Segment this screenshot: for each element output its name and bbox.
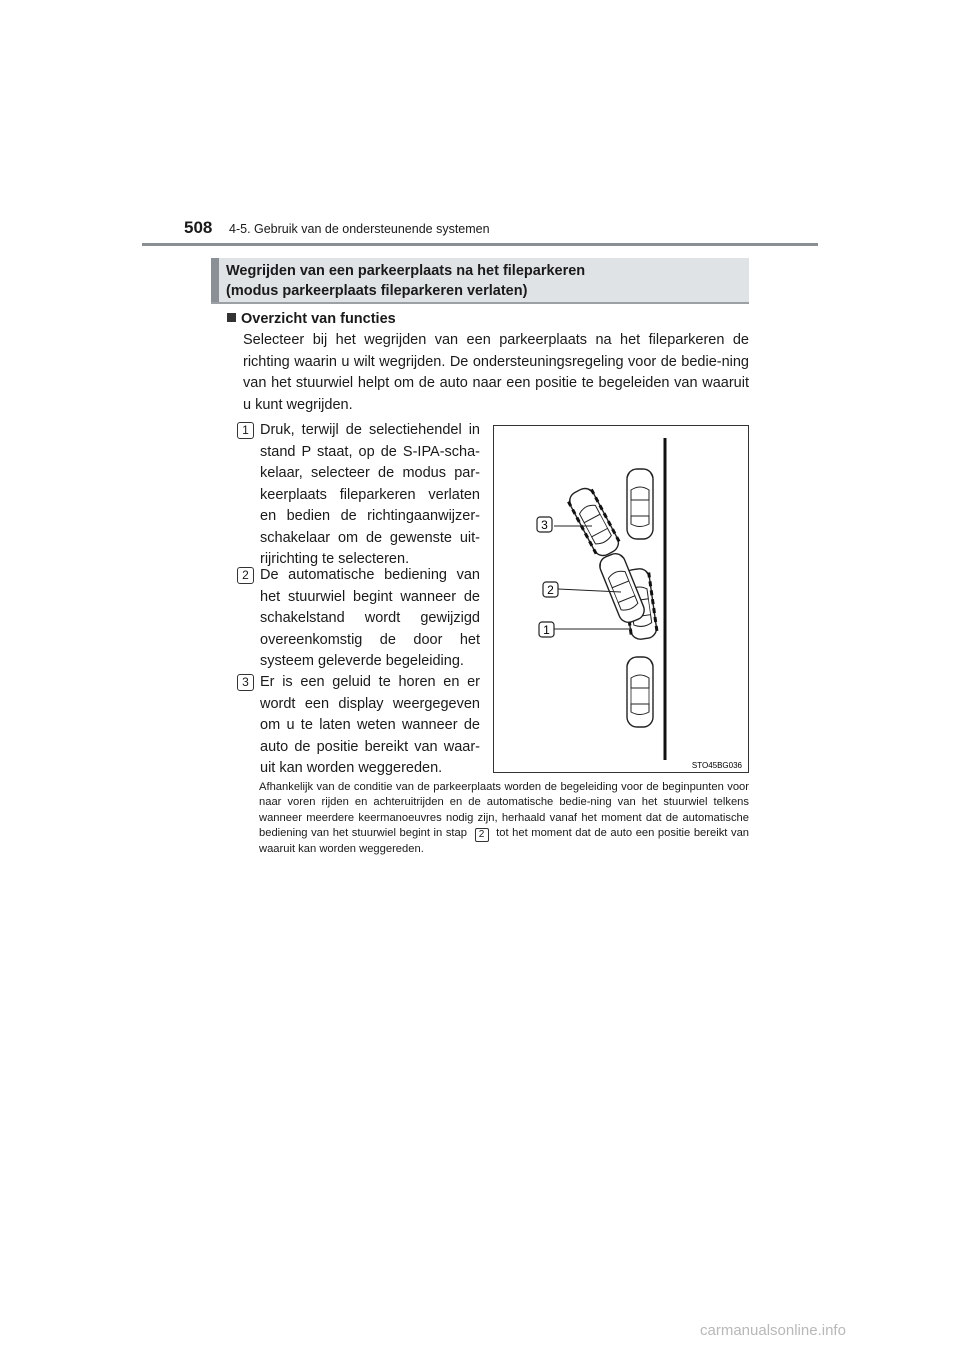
parking-diagram	[494, 426, 750, 774]
sub-heading-text: Overzicht van functies	[241, 311, 396, 327]
intro-paragraph: Selecteer bij het wegrijden van een parkeerplaats na het fileparkeren de richting waarin u wilt wegrijden. De ondersteuningsregeling voor de bedie-ning van het stuurwiel helpt om de auto naar een positie te begeleiden van waaruit u kunt wegrijden.	[243, 332, 749, 413]
step-text: De automatische bediening van het stuurwiel begint wanneer de schakelstand wordt gewijzigd overeenkomstig de door het systeem geleverde begeleiding.	[260, 567, 480, 669]
header-rule	[142, 243, 818, 246]
section-box	[211, 258, 749, 304]
parking-illustration	[493, 425, 749, 773]
parked-car-rear	[627, 657, 653, 727]
section-title-line1: Wegrijden van een parkeerplaats na het fileparkeren	[226, 263, 586, 279]
running-head: 4-5. Gebruik van de ondersteunende systemen	[229, 222, 490, 236]
car-position-3	[566, 485, 622, 559]
step-number-badge: 1	[237, 422, 254, 439]
section-title-line2: (modus parkeerplaats fileparkeren verlaten)	[226, 283, 528, 299]
step-1	[237, 420, 480, 571]
square-bullet-icon	[227, 313, 236, 322]
step-3	[237, 672, 480, 780]
callout-2-label: 2	[547, 583, 554, 597]
note-step-ref-badge: 2	[475, 828, 489, 842]
step-text: Druk, terwijl de selectiehendel in stand P staat, op de S-IPA-scha-kelaar, selecteer de modus par-keerplaats fileparkeren verlaten en bedien de richtingaanwijzer-schakelaar om de gewenste uit-rijrichting te selecteren.	[260, 422, 480, 567]
note-text-before: Afhankelijk van de conditie van de parkeerplaats worden de begeleiding voor de beginpunten voor naar voren rijden en achteruitrijden en de automatische bedie-ning van het stuurwiel telkens wanneer meerdere keermanoeuvres nodig zijn, herhaald vanaf het moment dat de automatische bediening van het stuurwiel begint in stap	[259, 781, 749, 840]
note-text-after: tot het moment dat de auto een positie bereikt van waaruit kan worden weggereden.	[259, 827, 750, 856]
step-number-badge: 3	[237, 674, 254, 691]
step-2	[237, 565, 480, 673]
section-title	[226, 261, 585, 301]
note-paragraph	[259, 780, 749, 858]
figure-code: STO45BG036	[691, 761, 742, 770]
section-accent-bar	[211, 258, 219, 302]
sub-heading	[227, 311, 396, 327]
watermark: carmanualsonline.info	[700, 1322, 846, 1339]
page-number: 508	[184, 218, 213, 237]
parked-car-front	[627, 469, 653, 539]
step-number-badge: 2	[237, 567, 254, 584]
callout-1-label: 1	[543, 623, 550, 637]
callout-3-label: 3	[541, 518, 548, 532]
step-text: Er is een geluid te horen en er wordt een display weergegeven om u te laten weten wanneer de auto de positie bereikt van waar-uit kan worden weggereden.	[260, 674, 480, 776]
